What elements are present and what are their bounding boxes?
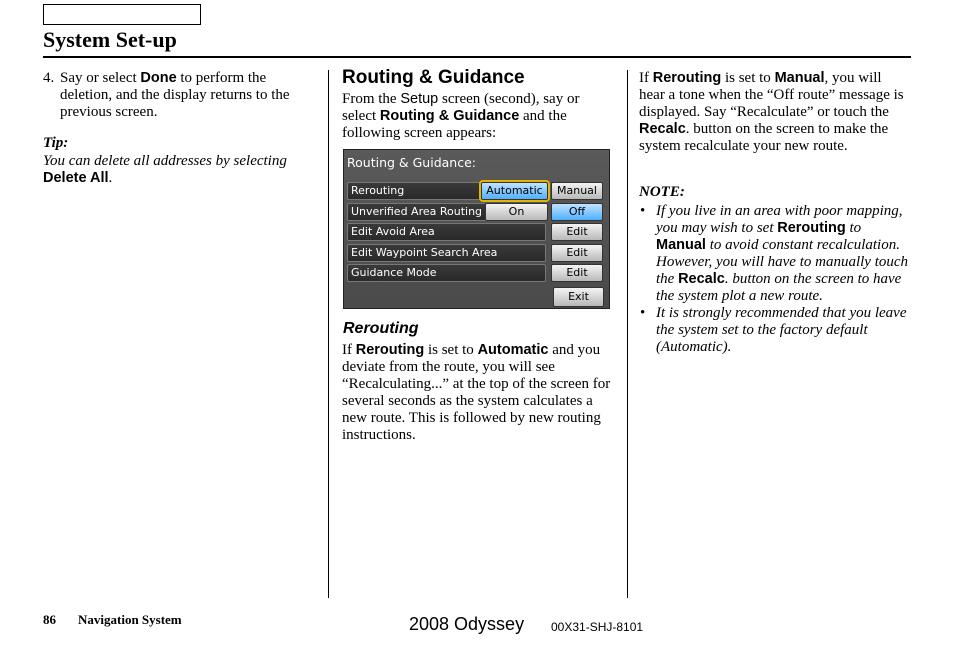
row-unverified-area-routing: Unverified Area Routing <box>347 203 546 221</box>
page-title: System Set-up <box>43 27 177 52</box>
recalc-label: Recalc <box>678 271 725 287</box>
row-guidance-mode: Guidance Mode <box>347 264 546 282</box>
step-number: 4. <box>43 70 55 86</box>
row-rerouting: Rerouting <box>347 182 546 200</box>
intro-t2: screen (second), say or select <box>342 91 580 124</box>
manual-label: Manual <box>774 70 825 86</box>
title-divider <box>43 56 911 58</box>
note-label: NOTE: <box>639 184 685 200</box>
rerouting-heading: Rerouting <box>343 320 419 337</box>
rerouting-t1: If <box>342 342 356 358</box>
row-edit-waypoint-search-area: Edit Waypoint Search Area <box>347 244 546 262</box>
manual-label: Manual <box>656 237 706 253</box>
on-button[interactable]: On <box>485 203 548 221</box>
rerouting-label: Rerouting <box>355 342 425 358</box>
step-4 <box>43 70 305 121</box>
setup-label: Setup <box>400 91 439 107</box>
edit-avoid-area-button[interactable]: Edit <box>551 223 603 241</box>
column-divider-1 <box>328 70 329 598</box>
exit-button[interactable]: Exit <box>553 287 604 307</box>
page-number: 86 <box>43 612 56 627</box>
edit-guidance-mode-button[interactable]: Edit <box>551 264 603 282</box>
note-bullet-1 <box>639 203 911 305</box>
rerouting-t2: is set to <box>424 342 478 358</box>
tip-text-2: . <box>108 170 113 186</box>
footer-code: 00X31-SHJ-8101 <box>551 620 644 634</box>
recalc-label: Recalc <box>639 121 686 137</box>
screen-title: Routing & Guidance: <box>347 155 476 170</box>
manual-t3: , you will hear a tone when the “Off route” message is displayed. Say “Recalculate” or touch the <box>639 70 904 120</box>
row-edit-avoid-area: Edit Avoid Area <box>347 223 546 241</box>
rerouting-label: Rerouting <box>652 70 722 86</box>
off-button[interactable]: Off <box>551 203 603 221</box>
edit-waypoint-search-area-button[interactable]: Edit <box>551 244 603 262</box>
footer-section: Navigation System <box>78 612 182 627</box>
delete-all-label: Delete All <box>43 170 109 186</box>
note-b2: It is strongly recommended that you leave the system set to the factory default (Automatic). <box>656 305 907 355</box>
manual-t4: . button on the screen to make the system recalculate your new route. <box>639 121 889 154</box>
header-tab-box <box>43 4 201 25</box>
tip-text <box>43 153 288 187</box>
column-divider-2 <box>627 70 628 598</box>
footer-model: 2008 Odyssey <box>409 614 525 634</box>
done-label: Done <box>140 70 177 86</box>
rerouting-paragraph <box>342 342 612 444</box>
manual-t2: is set to <box>721 70 775 86</box>
intro-t3: and the following screen appears: <box>342 108 567 141</box>
rerouting-label: Rerouting <box>777 220 846 236</box>
note-list <box>639 203 911 356</box>
note-b1-t3: to avoid constant recalculation. However, you will have to manually touch the <box>656 237 909 287</box>
tip-text-1: You can delete all addresses by selecting <box>43 153 287 169</box>
note-b1-t4: . button on the screen to have the system plot a new route. <box>656 271 902 304</box>
note-bullet-2 <box>639 305 911 356</box>
automatic-button[interactable]: Automatic <box>481 182 548 200</box>
routing-guidance-screen <box>343 149 610 309</box>
tip-label: Tip: <box>43 135 69 151</box>
manual-paragraph <box>639 70 911 155</box>
routing-intro <box>342 91 612 142</box>
manual-t1: If <box>639 70 653 86</box>
step-text: Say or select <box>60 70 141 86</box>
note-b1-t1: If you live in an area with poor mapping, you may wish to set <box>656 203 903 236</box>
note-b1-t2: to <box>845 220 862 236</box>
step-text-2: to perform the deletion, and the display returns to the previous screen. <box>60 70 290 120</box>
automatic-label: Automatic <box>477 342 549 358</box>
section-heading-routing-guidance: Routing & Guidance <box>342 67 525 88</box>
rerouting-t3: and you deviate from the route, you will see “Recalculating...” at the top of the screen for several seconds as the system calculates a new route. This is followed by new routing instructions. <box>342 342 611 443</box>
routing-guidance-label: Routing & Guidance <box>379 108 520 124</box>
manual-button[interactable]: Manual <box>551 182 603 200</box>
intro-t1: From the <box>342 91 401 107</box>
